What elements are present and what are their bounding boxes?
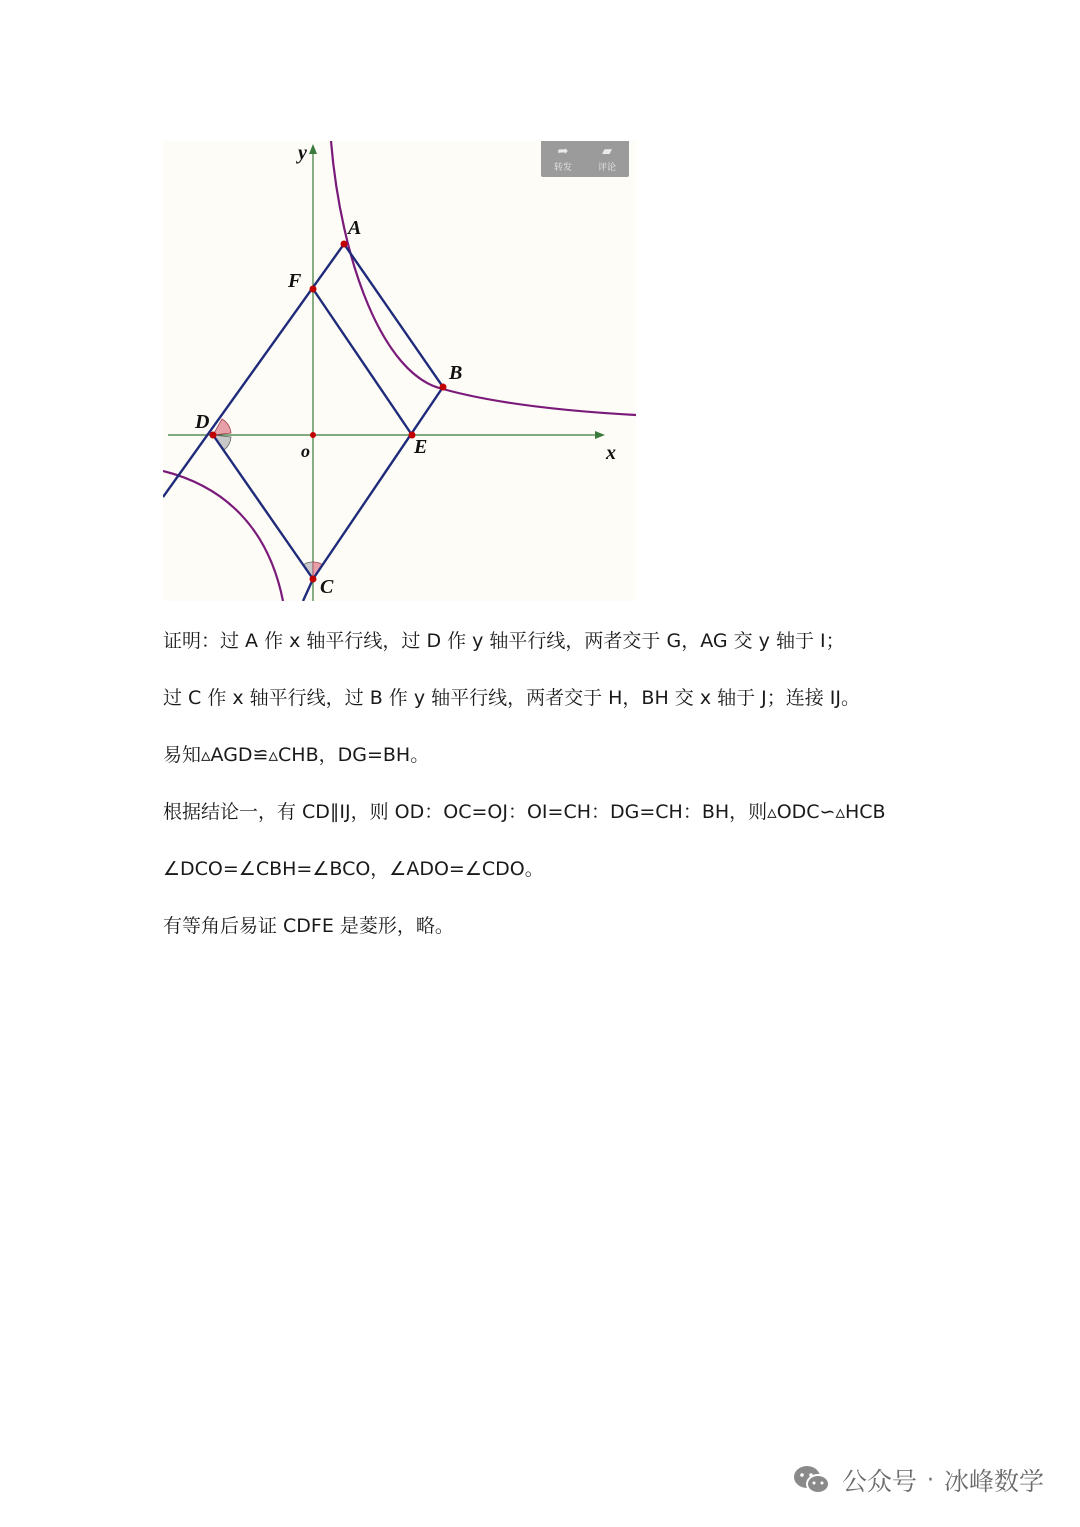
point-o: [310, 432, 316, 438]
hyperbola-upper-branch: [331, 141, 636, 415]
proof-line: 根据结论一，有 CD∥IJ，则 OD：OC=OJ：OI=CH：DG=CH：BH，则▵ODC∽▵HCB: [163, 801, 886, 823]
segment-bc: [313, 387, 443, 579]
label-point-c: C: [320, 576, 334, 598]
segment-fe: [313, 289, 412, 435]
point-b: [440, 384, 447, 391]
proof-line: 易知▵AGD≌▵CHB，DG=BH。: [163, 744, 430, 766]
label-origin: o: [301, 441, 310, 461]
comment-icon: ▰: [602, 144, 612, 159]
footer-watermark: [792, 1462, 1044, 1498]
segment-dc: [213, 435, 313, 579]
segment-c-extension: [303, 579, 313, 601]
footer-source: 公众号: [841, 1467, 917, 1496]
label-point-b: B: [449, 362, 463, 384]
proof-text: [163, 622, 1023, 964]
label-point-d: D: [195, 411, 210, 433]
wechat-icon: [792, 1464, 832, 1496]
proof-line: 过 C 作 x 轴平行线，过 B 作 y 轴平行线，两者交于 H，BH 交 x 轴于 J；连接 IJ。: [163, 687, 861, 709]
share-tool[interactable]: [541, 141, 585, 177]
proof-line: ∠DCO=∠CBH=∠BCO，∠ADO=∠CDO。: [163, 858, 544, 880]
share-icon: ➦: [557, 144, 569, 159]
label-point-e: E: [414, 436, 428, 458]
point-c: [310, 576, 317, 583]
label-y-axis: y: [298, 142, 307, 164]
label-point-a: A: [348, 217, 362, 239]
footer-account: 冰峰数学: [943, 1467, 1044, 1496]
image-toolbar: [541, 141, 629, 177]
comment-tool[interactable]: [585, 141, 629, 177]
x-axis-arrow: [595, 431, 605, 439]
geometry-figure: [163, 141, 636, 601]
label-x-axis: x: [606, 442, 616, 464]
point-a: [341, 241, 348, 248]
proof-line: 有等角后易证 CDFE 是菱形，略。: [163, 915, 454, 937]
point-d: [210, 432, 217, 439]
segment-ad: [163, 244, 344, 497]
comment-label: 评论: [597, 163, 616, 173]
share-label: 转发: [553, 163, 572, 173]
proof-line: 证明：过 A 作 x 轴平行线，过 D 作 y 轴平行线，两者交于 G，AG 交 y 轴于 I；: [163, 630, 845, 652]
point-f: [310, 286, 317, 293]
segment-ab: [344, 244, 443, 387]
figure-canvas: [163, 141, 636, 601]
y-axis-arrow: [309, 144, 317, 154]
label-point-f: F: [288, 270, 302, 292]
footer-separator: ·: [926, 1467, 934, 1493]
hyperbola-lower-branch: [163, 471, 283, 601]
